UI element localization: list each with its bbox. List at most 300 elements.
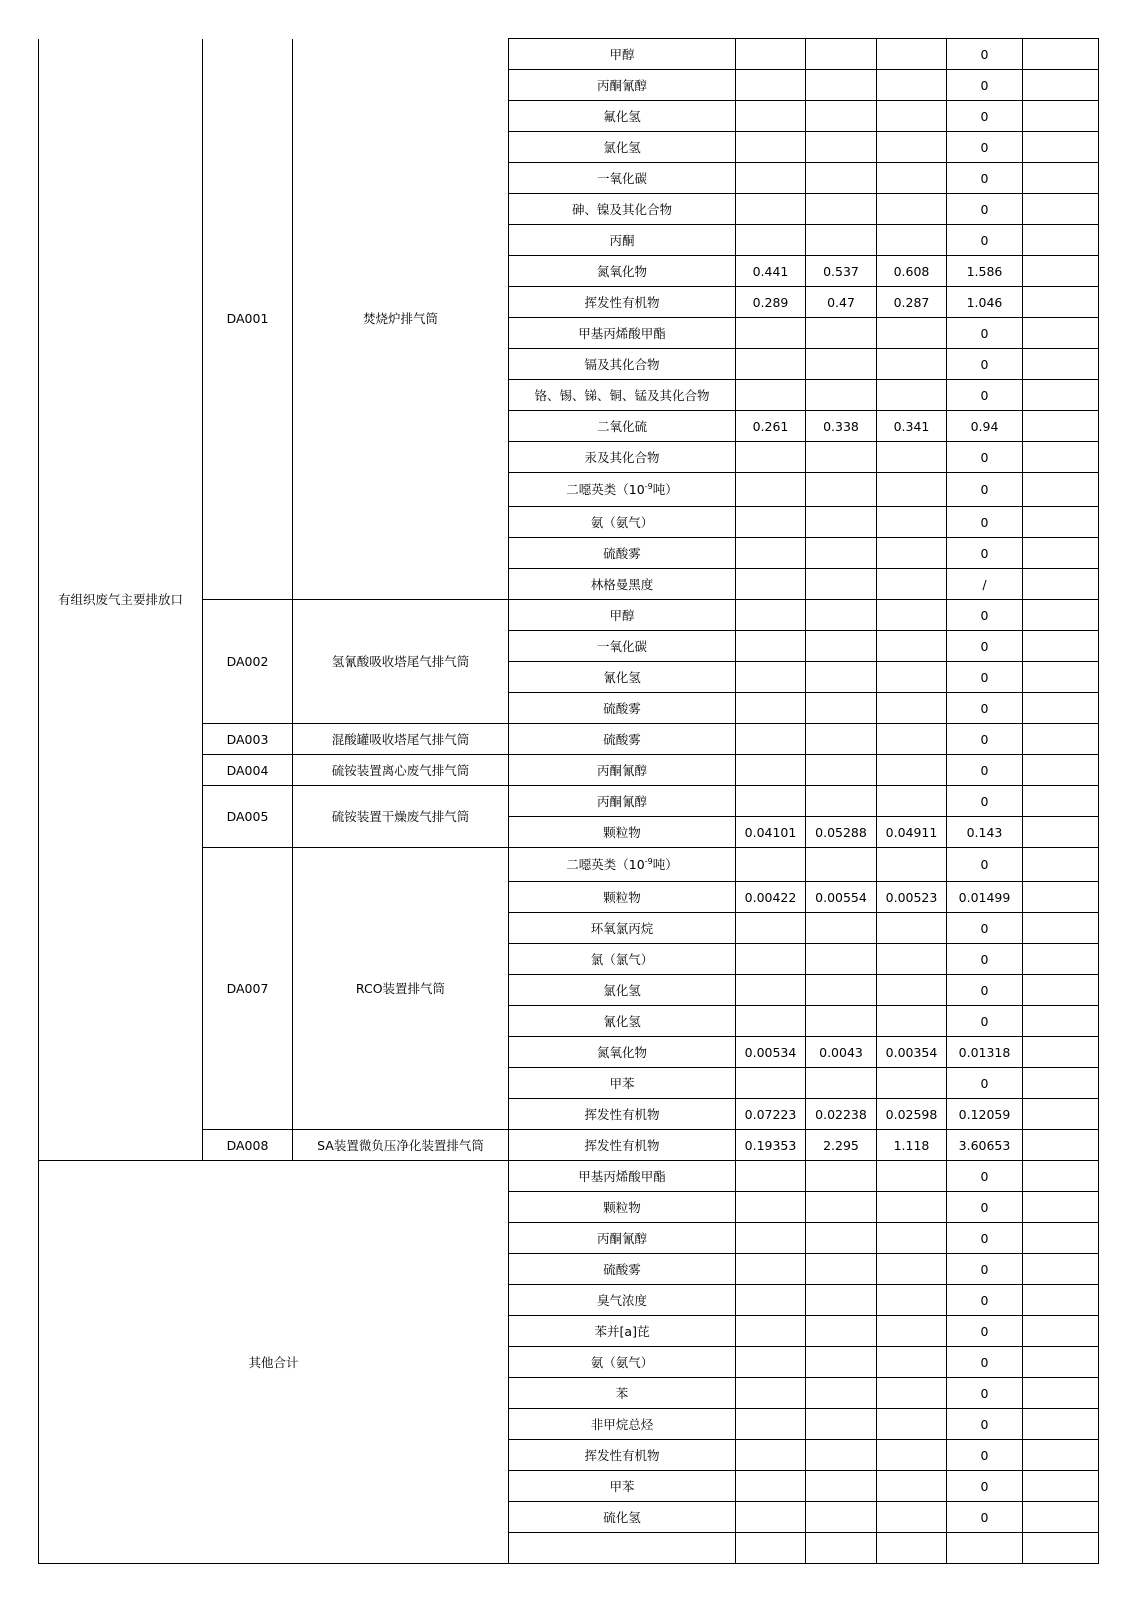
value-cell-1 (736, 538, 806, 569)
value-cell-3 (877, 786, 947, 817)
value-cell-1 (736, 349, 806, 380)
value-cell-1 (736, 194, 806, 225)
value-cell-3 (877, 755, 947, 786)
outlet-code-cell: DA003 (203, 724, 293, 755)
value-cell-1 (736, 1161, 806, 1192)
pollutant-name: 氟化氢 (603, 108, 641, 124)
value-cell-1 (736, 913, 806, 944)
note-cell (1023, 256, 1099, 287)
pollutant-name: 氰化氢 (603, 669, 641, 685)
value-cell-2 (806, 380, 877, 411)
note-cell (1023, 101, 1099, 132)
note-cell (1023, 882, 1099, 913)
pollutant-name: 硫化氢 (603, 1509, 641, 1525)
pollutant-name: 硫酸雾 (603, 545, 641, 561)
value-cell-1: 0.00534 (736, 1037, 806, 1068)
value-cell-1 (736, 569, 806, 600)
pollutant-name: 挥发性有机物 (584, 1447, 660, 1463)
total-cell: 0 (947, 693, 1023, 724)
value-cell-2 (806, 724, 877, 755)
value-cell-2 (806, 1223, 877, 1254)
total-cell (947, 1533, 1023, 1564)
pollutant-cell (509, 1316, 736, 1347)
value-cell-2 (806, 1378, 877, 1409)
outlet-name-cell: 硫铵装置干燥废气排气筒 (293, 786, 509, 848)
value-cell-1 (736, 1471, 806, 1502)
note-cell (1023, 600, 1099, 631)
value-cell-3 (877, 1471, 947, 1502)
value-cell-3 (877, 225, 947, 256)
note-cell (1023, 1316, 1099, 1347)
pollutant-cell (509, 1192, 736, 1223)
pollutant-name: 氯（氯气） (590, 951, 654, 967)
pollutant-name: 甲基丙烯酸甲酯 (578, 325, 666, 341)
value-cell-2 (806, 163, 877, 194)
pollutant-cell (509, 1037, 736, 1068)
note-cell (1023, 755, 1099, 786)
note-cell (1023, 944, 1099, 975)
pollutant-name: 挥发性有机物 (584, 1137, 660, 1153)
pollutant-name: 丙酮氰醇 (596, 77, 647, 93)
pollutant-name: 氮氧化物 (596, 1044, 647, 1060)
value-cell-1: 0.00422 (736, 882, 806, 913)
pollutant-name: 挥发性有机物 (584, 1106, 660, 1122)
value-cell-1 (736, 132, 806, 163)
total-cell: 0.94 (947, 411, 1023, 442)
value-cell-3 (877, 349, 947, 380)
value-cell-1 (736, 101, 806, 132)
value-cell-3 (877, 132, 947, 163)
pollutant-name: 环氧氯丙烷 (590, 920, 654, 936)
section-organized-cell: 有组织废气主要排放口 (39, 39, 203, 1161)
pollutant-name: 甲基丙烯酸甲酯 (578, 1168, 666, 1184)
note-cell (1023, 380, 1099, 411)
value-cell-3: 0.02598 (877, 1099, 947, 1130)
note-cell (1023, 1471, 1099, 1502)
outlet-name-cell: RCO装置排气筒 (293, 848, 509, 1130)
total-cell: / (947, 569, 1023, 600)
note-cell (1023, 442, 1099, 473)
pollutant-cell (509, 380, 736, 411)
pollutant-cell (509, 569, 736, 600)
pollutant-cell (509, 1130, 736, 1161)
value-cell-2 (806, 1347, 877, 1378)
pollutant-cell (509, 287, 736, 318)
value-cell-1 (736, 1502, 806, 1533)
note-cell (1023, 132, 1099, 163)
total-cell: 0 (947, 975, 1023, 1006)
value-cell-2: 0.00554 (806, 882, 877, 913)
value-cell-2 (806, 101, 877, 132)
section-other-cell: 其他合计 (39, 1161, 509, 1564)
value-cell-3 (877, 944, 947, 975)
pollutant-name: 丙酮氰醇 (596, 793, 647, 809)
value-cell-2 (806, 442, 877, 473)
note-cell (1023, 1099, 1099, 1130)
value-cell-2: 0.47 (806, 287, 877, 318)
total-cell: 0 (947, 442, 1023, 473)
value-cell-3: 1.118 (877, 1130, 947, 1161)
pollutant-cell (509, 132, 736, 163)
value-cell-3: 0.287 (877, 287, 947, 318)
total-cell: 0 (947, 538, 1023, 569)
note-cell (1023, 287, 1099, 318)
total-cell: 0 (947, 913, 1023, 944)
pollutant-cell (509, 1378, 736, 1409)
value-cell-1 (736, 70, 806, 101)
pollutant-cell (509, 1254, 736, 1285)
value-cell-2 (806, 1440, 877, 1471)
pollutant-name: 氯化氢 (603, 139, 641, 155)
value-cell-2 (806, 194, 877, 225)
pollutant-name: 氨（氨气） (590, 1354, 654, 1370)
pollutant-name: 氯化氢 (603, 982, 641, 998)
pollutant-cell (509, 1409, 736, 1440)
pollutant-name: 林格曼黑度 (590, 576, 654, 592)
value-cell-3 (877, 1006, 947, 1037)
pollutant-name: 颗粒物 (603, 824, 641, 840)
total-cell: 0 (947, 70, 1023, 101)
outlet-code-cell: DA002 (203, 600, 293, 724)
value-cell-2: 0.05288 (806, 817, 877, 848)
value-cell-2 (806, 1161, 877, 1192)
pollutant-name: 砷、镍及其化合物 (571, 201, 672, 217)
value-cell-3 (877, 1068, 947, 1099)
note-cell (1023, 786, 1099, 817)
value-cell-3 (877, 101, 947, 132)
pollutant-cell (509, 631, 736, 662)
note-cell (1023, 1130, 1099, 1161)
total-cell: 0 (947, 1440, 1023, 1471)
value-cell-1 (736, 225, 806, 256)
value-cell-3 (877, 848, 947, 882)
value-cell-1 (736, 693, 806, 724)
pollutant-cell (509, 662, 736, 693)
value-cell-1 (736, 1409, 806, 1440)
value-cell-1: 0.261 (736, 411, 806, 442)
pollutant-cell (509, 538, 736, 569)
value-cell-3 (877, 724, 947, 755)
value-cell-3 (877, 1254, 947, 1285)
value-cell-3 (877, 70, 947, 101)
pollutant-cell (509, 70, 736, 101)
value-cell-1 (736, 1223, 806, 1254)
pollutant-name: 氨（氨气） (590, 514, 654, 530)
value-cell-3 (877, 1192, 947, 1223)
outlet-code-cell: DA007 (203, 848, 293, 1130)
total-cell: 1.046 (947, 287, 1023, 318)
note-cell (1023, 318, 1099, 349)
note-cell (1023, 39, 1099, 70)
value-cell-1 (736, 163, 806, 194)
value-cell-2 (806, 507, 877, 538)
note-cell (1023, 1192, 1099, 1223)
value-cell-1 (736, 1006, 806, 1037)
value-cell-3 (877, 1502, 947, 1533)
note-cell (1023, 1006, 1099, 1037)
pollutant-name: 硫酸雾 (603, 700, 641, 716)
pollutant-exponent: -9 (644, 481, 653, 491)
note-cell (1023, 163, 1099, 194)
outlet-code-cell: DA001 (203, 39, 293, 600)
value-cell-2 (806, 693, 877, 724)
pollutant-cell (509, 1347, 736, 1378)
value-cell-2 (806, 1285, 877, 1316)
pollutant-cell (509, 1533, 736, 1564)
value-cell-3 (877, 1440, 947, 1471)
pollutant-name: 二噁英类（10 (566, 482, 645, 497)
pollutant-cell (509, 1006, 736, 1037)
value-cell-1 (736, 1533, 806, 1564)
value-cell-3 (877, 913, 947, 944)
outlet-name-cell: SA装置微负压净化装置排气筒 (293, 1130, 509, 1161)
total-cell: 0 (947, 39, 1023, 70)
pollutant-unit-suffix: 吨） (652, 482, 678, 497)
value-cell-3 (877, 1378, 947, 1409)
outlet-name-cell: 氢氰酸吸收塔尾气排气筒 (293, 600, 509, 724)
total-cell: 0 (947, 631, 1023, 662)
total-cell: 0 (947, 786, 1023, 817)
pollutant-cell (509, 1161, 736, 1192)
pollutant-cell (509, 975, 736, 1006)
pollutant-cell (509, 1440, 736, 1471)
value-cell-2 (806, 473, 877, 507)
note-cell (1023, 1409, 1099, 1440)
value-cell-1 (736, 600, 806, 631)
value-cell-3 (877, 1223, 947, 1254)
total-cell: 0 (947, 1347, 1023, 1378)
value-cell-2 (806, 1192, 877, 1223)
value-cell-2 (806, 600, 877, 631)
value-cell-2 (806, 70, 877, 101)
pollutant-cell (509, 600, 736, 631)
pollutant-cell (509, 163, 736, 194)
value-cell-2 (806, 1533, 877, 1564)
pollutant-name: 氮氧化物 (596, 263, 647, 279)
total-cell: 0 (947, 225, 1023, 256)
value-cell-2 (806, 662, 877, 693)
value-cell-1 (736, 1316, 806, 1347)
note-cell (1023, 1068, 1099, 1099)
value-cell-3: 0.341 (877, 411, 947, 442)
value-cell-1 (736, 442, 806, 473)
total-cell: 0 (947, 132, 1023, 163)
total-cell: 0 (947, 349, 1023, 380)
pollutant-cell (509, 848, 736, 882)
value-cell-3 (877, 538, 947, 569)
value-cell-3 (877, 442, 947, 473)
value-cell-1: 0.07223 (736, 1099, 806, 1130)
pollutant-cell (509, 1068, 736, 1099)
note-cell (1023, 1378, 1099, 1409)
total-cell: 0 (947, 318, 1023, 349)
value-cell-1 (736, 380, 806, 411)
outlet-name-cell: 焚烧炉排气筒 (293, 39, 509, 600)
pollutant-cell (509, 39, 736, 70)
value-cell-2 (806, 1409, 877, 1440)
note-cell (1023, 1254, 1099, 1285)
outlet-name-cell: 混酸罐吸收塔尾气排气筒 (293, 724, 509, 755)
pollutant-cell (509, 442, 736, 473)
value-cell-1 (736, 631, 806, 662)
value-cell-2: 0.338 (806, 411, 877, 442)
pollutant-cell (509, 1285, 736, 1316)
value-cell-3 (877, 318, 947, 349)
pollutant-cell (509, 473, 736, 507)
value-cell-3 (877, 1347, 947, 1378)
total-cell: 0 (947, 194, 1023, 225)
value-cell-1 (736, 975, 806, 1006)
total-cell: 0 (947, 1192, 1023, 1223)
value-cell-1 (736, 662, 806, 693)
value-cell-1 (736, 1254, 806, 1285)
value-cell-2: 0.537 (806, 256, 877, 287)
note-cell (1023, 693, 1099, 724)
value-cell-2 (806, 349, 877, 380)
value-cell-1 (736, 1440, 806, 1471)
pollutant-name: 甲醇 (609, 607, 635, 623)
value-cell-3 (877, 39, 947, 70)
total-cell: 0.143 (947, 817, 1023, 848)
value-cell-3 (877, 600, 947, 631)
pollutant-cell (509, 944, 736, 975)
value-cell-1 (736, 944, 806, 975)
total-cell: 0 (947, 755, 1023, 786)
total-cell: 0 (947, 1409, 1023, 1440)
pollutant-cell (509, 411, 736, 442)
pollutant-name: 非甲烷总烃 (590, 1416, 654, 1432)
pollutant-name: 挥发性有机物 (584, 294, 660, 310)
value-cell-2 (806, 1068, 877, 1099)
value-cell-2 (806, 569, 877, 600)
pollutant-name: 氰化氢 (603, 1013, 641, 1029)
value-cell-1: 0.04101 (736, 817, 806, 848)
value-cell-3 (877, 693, 947, 724)
pollutant-unit-suffix: 吨） (652, 857, 678, 872)
pollutant-cell (509, 349, 736, 380)
total-cell: 0 (947, 724, 1023, 755)
total-cell: 0 (947, 507, 1023, 538)
value-cell-2 (806, 755, 877, 786)
note-cell (1023, 507, 1099, 538)
note-cell (1023, 817, 1099, 848)
outlet-code-cell: DA004 (203, 755, 293, 786)
table-row (39, 39, 1099, 70)
value-cell-1 (736, 1347, 806, 1378)
pollutant-cell (509, 1502, 736, 1533)
value-cell-3 (877, 380, 947, 411)
total-cell: 0 (947, 1254, 1023, 1285)
total-cell: 0 (947, 1378, 1023, 1409)
value-cell-2 (806, 1006, 877, 1037)
pollutant-cell (509, 101, 736, 132)
total-cell: 0 (947, 944, 1023, 975)
value-cell-2 (806, 318, 877, 349)
value-cell-3 (877, 1161, 947, 1192)
note-cell (1023, 1285, 1099, 1316)
total-cell: 0.01499 (947, 882, 1023, 913)
value-cell-2 (806, 1502, 877, 1533)
pollutant-name: 镉及其化合物 (584, 356, 660, 372)
value-cell-3 (877, 473, 947, 507)
pollutant-cell (509, 256, 736, 287)
value-cell-1 (736, 1068, 806, 1099)
total-cell: 0 (947, 1471, 1023, 1502)
pollutant-exponent: -9 (644, 856, 653, 866)
total-cell: 0 (947, 101, 1023, 132)
note-cell (1023, 569, 1099, 600)
pollutant-name: 二噁英类（10 (566, 857, 645, 872)
pollutant-cell (509, 318, 736, 349)
total-cell: 0.01318 (947, 1037, 1023, 1068)
pollutant-name: 一氧化碳 (596, 170, 647, 186)
total-cell: 0 (947, 1006, 1023, 1037)
pollutant-name: 二氧化硫 (596, 418, 647, 434)
value-cell-3 (877, 569, 947, 600)
value-cell-2 (806, 848, 877, 882)
value-cell-3 (877, 975, 947, 1006)
pollutant-name: 苯并[a]芘 (594, 1323, 650, 1339)
value-cell-2 (806, 631, 877, 662)
note-cell (1023, 631, 1099, 662)
value-cell-2 (806, 944, 877, 975)
value-cell-2 (806, 913, 877, 944)
pollutant-cell (509, 225, 736, 256)
pollutant-cell (509, 194, 736, 225)
pollutant-name: 丙酮氰醇 (596, 762, 647, 778)
pollutant-name: 丙酮 (609, 232, 635, 248)
pollutant-cell (509, 507, 736, 538)
pollutant-name: 汞及其化合物 (584, 449, 660, 465)
total-cell: 0 (947, 1161, 1023, 1192)
pollutant-cell (509, 786, 736, 817)
pollutant-name: 铬、锡、锑、铜、锰及其化合物 (534, 387, 710, 403)
value-cell-3 (877, 631, 947, 662)
note-cell (1023, 662, 1099, 693)
total-cell: 0 (947, 662, 1023, 693)
value-cell-2: 0.02238 (806, 1099, 877, 1130)
pollutant-cell (509, 882, 736, 913)
note-cell (1023, 913, 1099, 944)
total-cell: 0 (947, 1316, 1023, 1347)
value-cell-3 (877, 1409, 947, 1440)
value-cell-2 (806, 1471, 877, 1502)
pollutant-cell (509, 693, 736, 724)
pollutant-name: 臭气浓度 (596, 1292, 647, 1308)
total-cell: 0 (947, 848, 1023, 882)
pollutant-cell (509, 724, 736, 755)
value-cell-1 (736, 1192, 806, 1223)
value-cell-3 (877, 163, 947, 194)
note-cell (1023, 1223, 1099, 1254)
value-cell-2: 0.0043 (806, 1037, 877, 1068)
total-cell: 0 (947, 1285, 1023, 1316)
note-cell (1023, 194, 1099, 225)
note-cell (1023, 1533, 1099, 1564)
total-cell: 0.12059 (947, 1099, 1023, 1130)
note-cell (1023, 1347, 1099, 1378)
value-cell-1 (736, 39, 806, 70)
value-cell-1 (736, 1378, 806, 1409)
value-cell-1: 0.441 (736, 256, 806, 287)
note-cell (1023, 70, 1099, 101)
value-cell-2 (806, 1316, 877, 1347)
value-cell-3 (877, 1285, 947, 1316)
value-cell-1 (736, 507, 806, 538)
note-cell (1023, 473, 1099, 507)
value-cell-1 (736, 1285, 806, 1316)
note-cell (1023, 1161, 1099, 1192)
